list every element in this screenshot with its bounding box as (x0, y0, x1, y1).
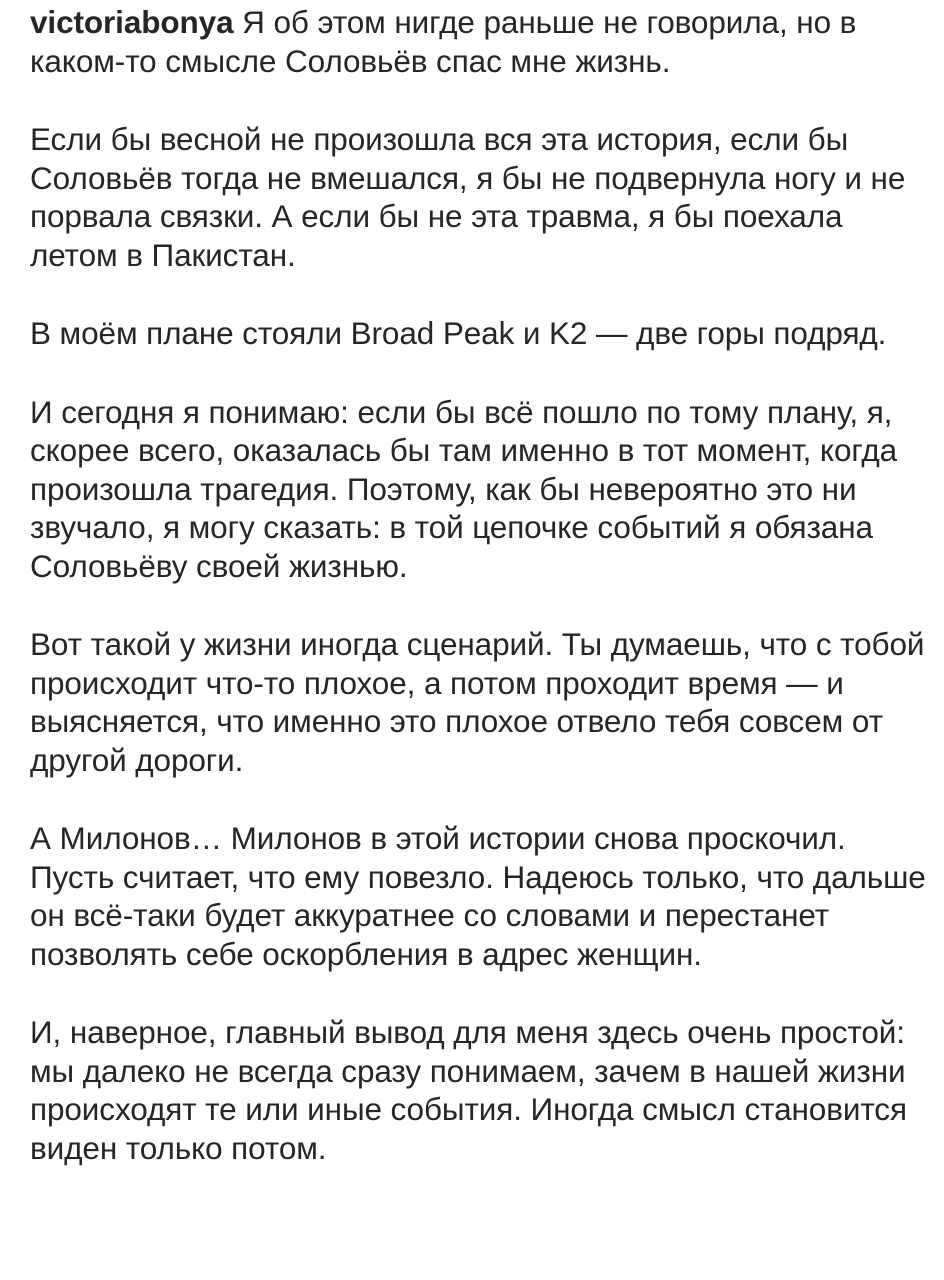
username-link[interactable]: victoriabonya (30, 4, 234, 40)
caption-paragraph: А Милонов… Милонов в этой истории снова проскочил. Пусть считает, что ему повезло. Надеюсь только, что дальше он всё-таки будет аккуратнее со словами и перестанет позволять себе оскорбления в адрес женщин. (30, 820, 926, 972)
caption-paragraph: И сегодня я понимаю: если бы всё пошло по тому плану, я, скорее всего, оказалась бы там именно в тот момент, когда произошла трагедия. Поэтому, как бы невероятно это ни звучало, я могу сказать: в той цепочке событий я обязана Соловьёву своей жизнью. (30, 393, 898, 584)
post-caption (30, 0, 935, 1207)
caption-paragraph: Вот такой у жизни иногда сценарий. Ты думаешь, что с тобой происходит что-то плохое, а потом проходит время — и выясняется, что именно это плохое отвело тебя совсем от другой дороги. (30, 626, 925, 778)
caption-intro-text: Я об этом нигде раньше не говорила, но в каком-то смысле Соловьёв спас мне жизнь. (30, 4, 857, 79)
caption-paragraph: Если бы весной не произошла вся эта история, если бы Соловьёв тогда не вмешался, я бы не подвернула ногу и не порвала связки. А если бы не эта травма, я бы поехала летом в Пакистан. (30, 121, 906, 273)
caption-first-paragraph (30, 3, 935, 80)
caption-paragraph: И, наверное, главный вывод для меня здесь очень простой: мы далеко не всегда сразу понимаем, зачем в нашей жизни происходят те или иные события. Иногда смысл становится виден только потом. (30, 1014, 907, 1166)
caption-paragraph: В моём плане стояли Broad Peak и K2 — две горы подряд. (30, 315, 887, 351)
